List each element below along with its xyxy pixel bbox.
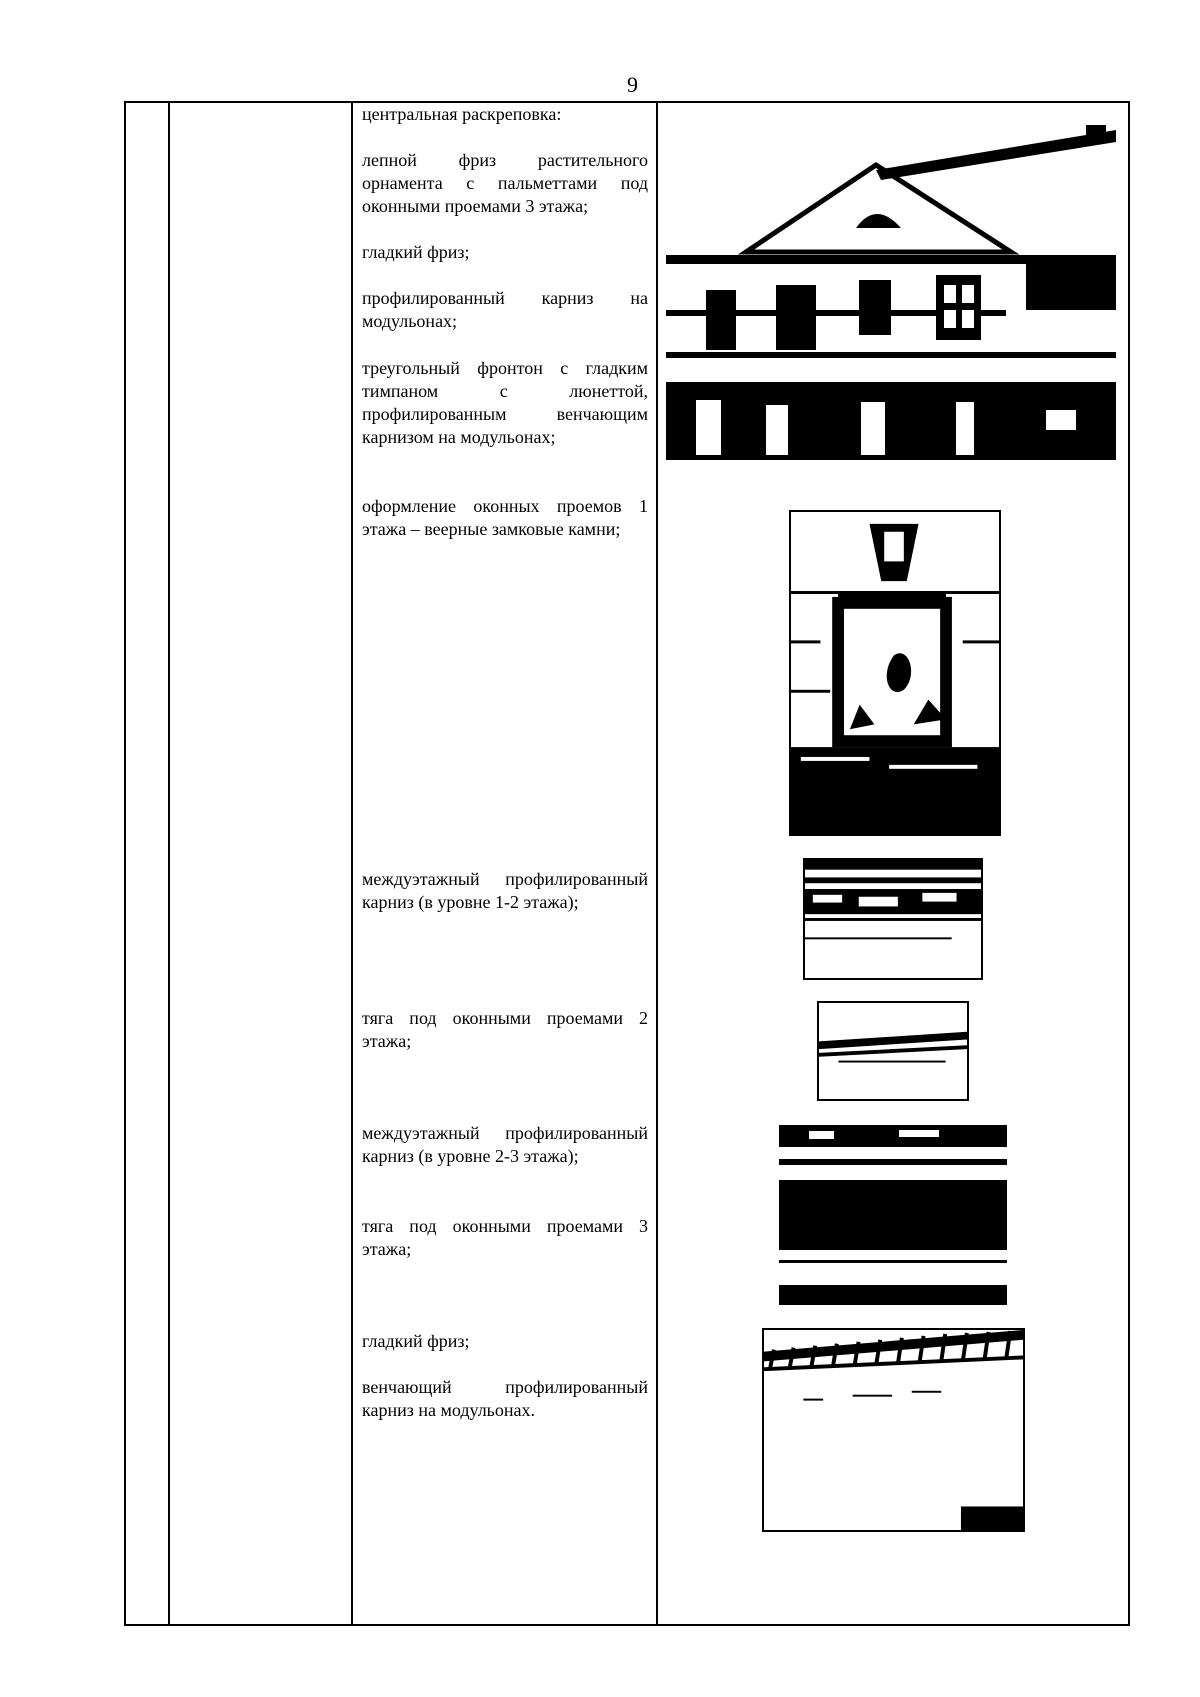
page-number: 9 [627,72,638,97]
item-string-course-floor-3: тяга под оконными проемами 3 этажа; [362,1216,648,1259]
item-string-course-floor-2: тяга под оконными проемами 2 этажа; [362,1008,648,1051]
cornice-floor-1-2-photo [803,858,983,980]
item-cornice-floor-1-2: междуэтажный профилированный карниз (в уровне 1-2 этажа); [362,869,648,912]
column-divider-3 [656,101,658,1626]
item-window-keystones: оформление оконных проемов 1 этажа – веерные замковые камни; [362,496,648,539]
column-divider-1 [168,101,170,1626]
item-ornamental-frieze: лепной фриз растительного орнамента с пальметтами под оконными проемами 3 этажа; [362,150,648,216]
item-triangular-pediment: треугольный фронтон с гладким тимпаном с люнеттой, профилированным венчающим карнизом на модульонах; [362,358,648,447]
item-smooth-frieze-2: гладкий фриз; [362,1331,470,1351]
item-central-projection: центральная раскреповка: [362,104,562,124]
string-course-floor-2-photo [817,1001,969,1101]
item-smooth-frieze: гладкий фриз; [362,242,470,262]
item-crowning-cornice: венчающий профилированный карниз на модульонах. [362,1377,648,1420]
item-cornice-floor-2-3: междуэтажный профилированный карниз (в уровне 2-3 этажа); [362,1123,648,1166]
window-keystone-photo [789,510,1001,836]
facade-pediment-photo [666,120,1116,460]
column-divider-2 [351,101,353,1626]
crowning-cornice-photo [762,1328,1025,1532]
cornice-floor-2-3-photo [779,1125,1007,1305]
item-cornice-modillions: профилированный карниз на модульонах; [362,288,648,331]
